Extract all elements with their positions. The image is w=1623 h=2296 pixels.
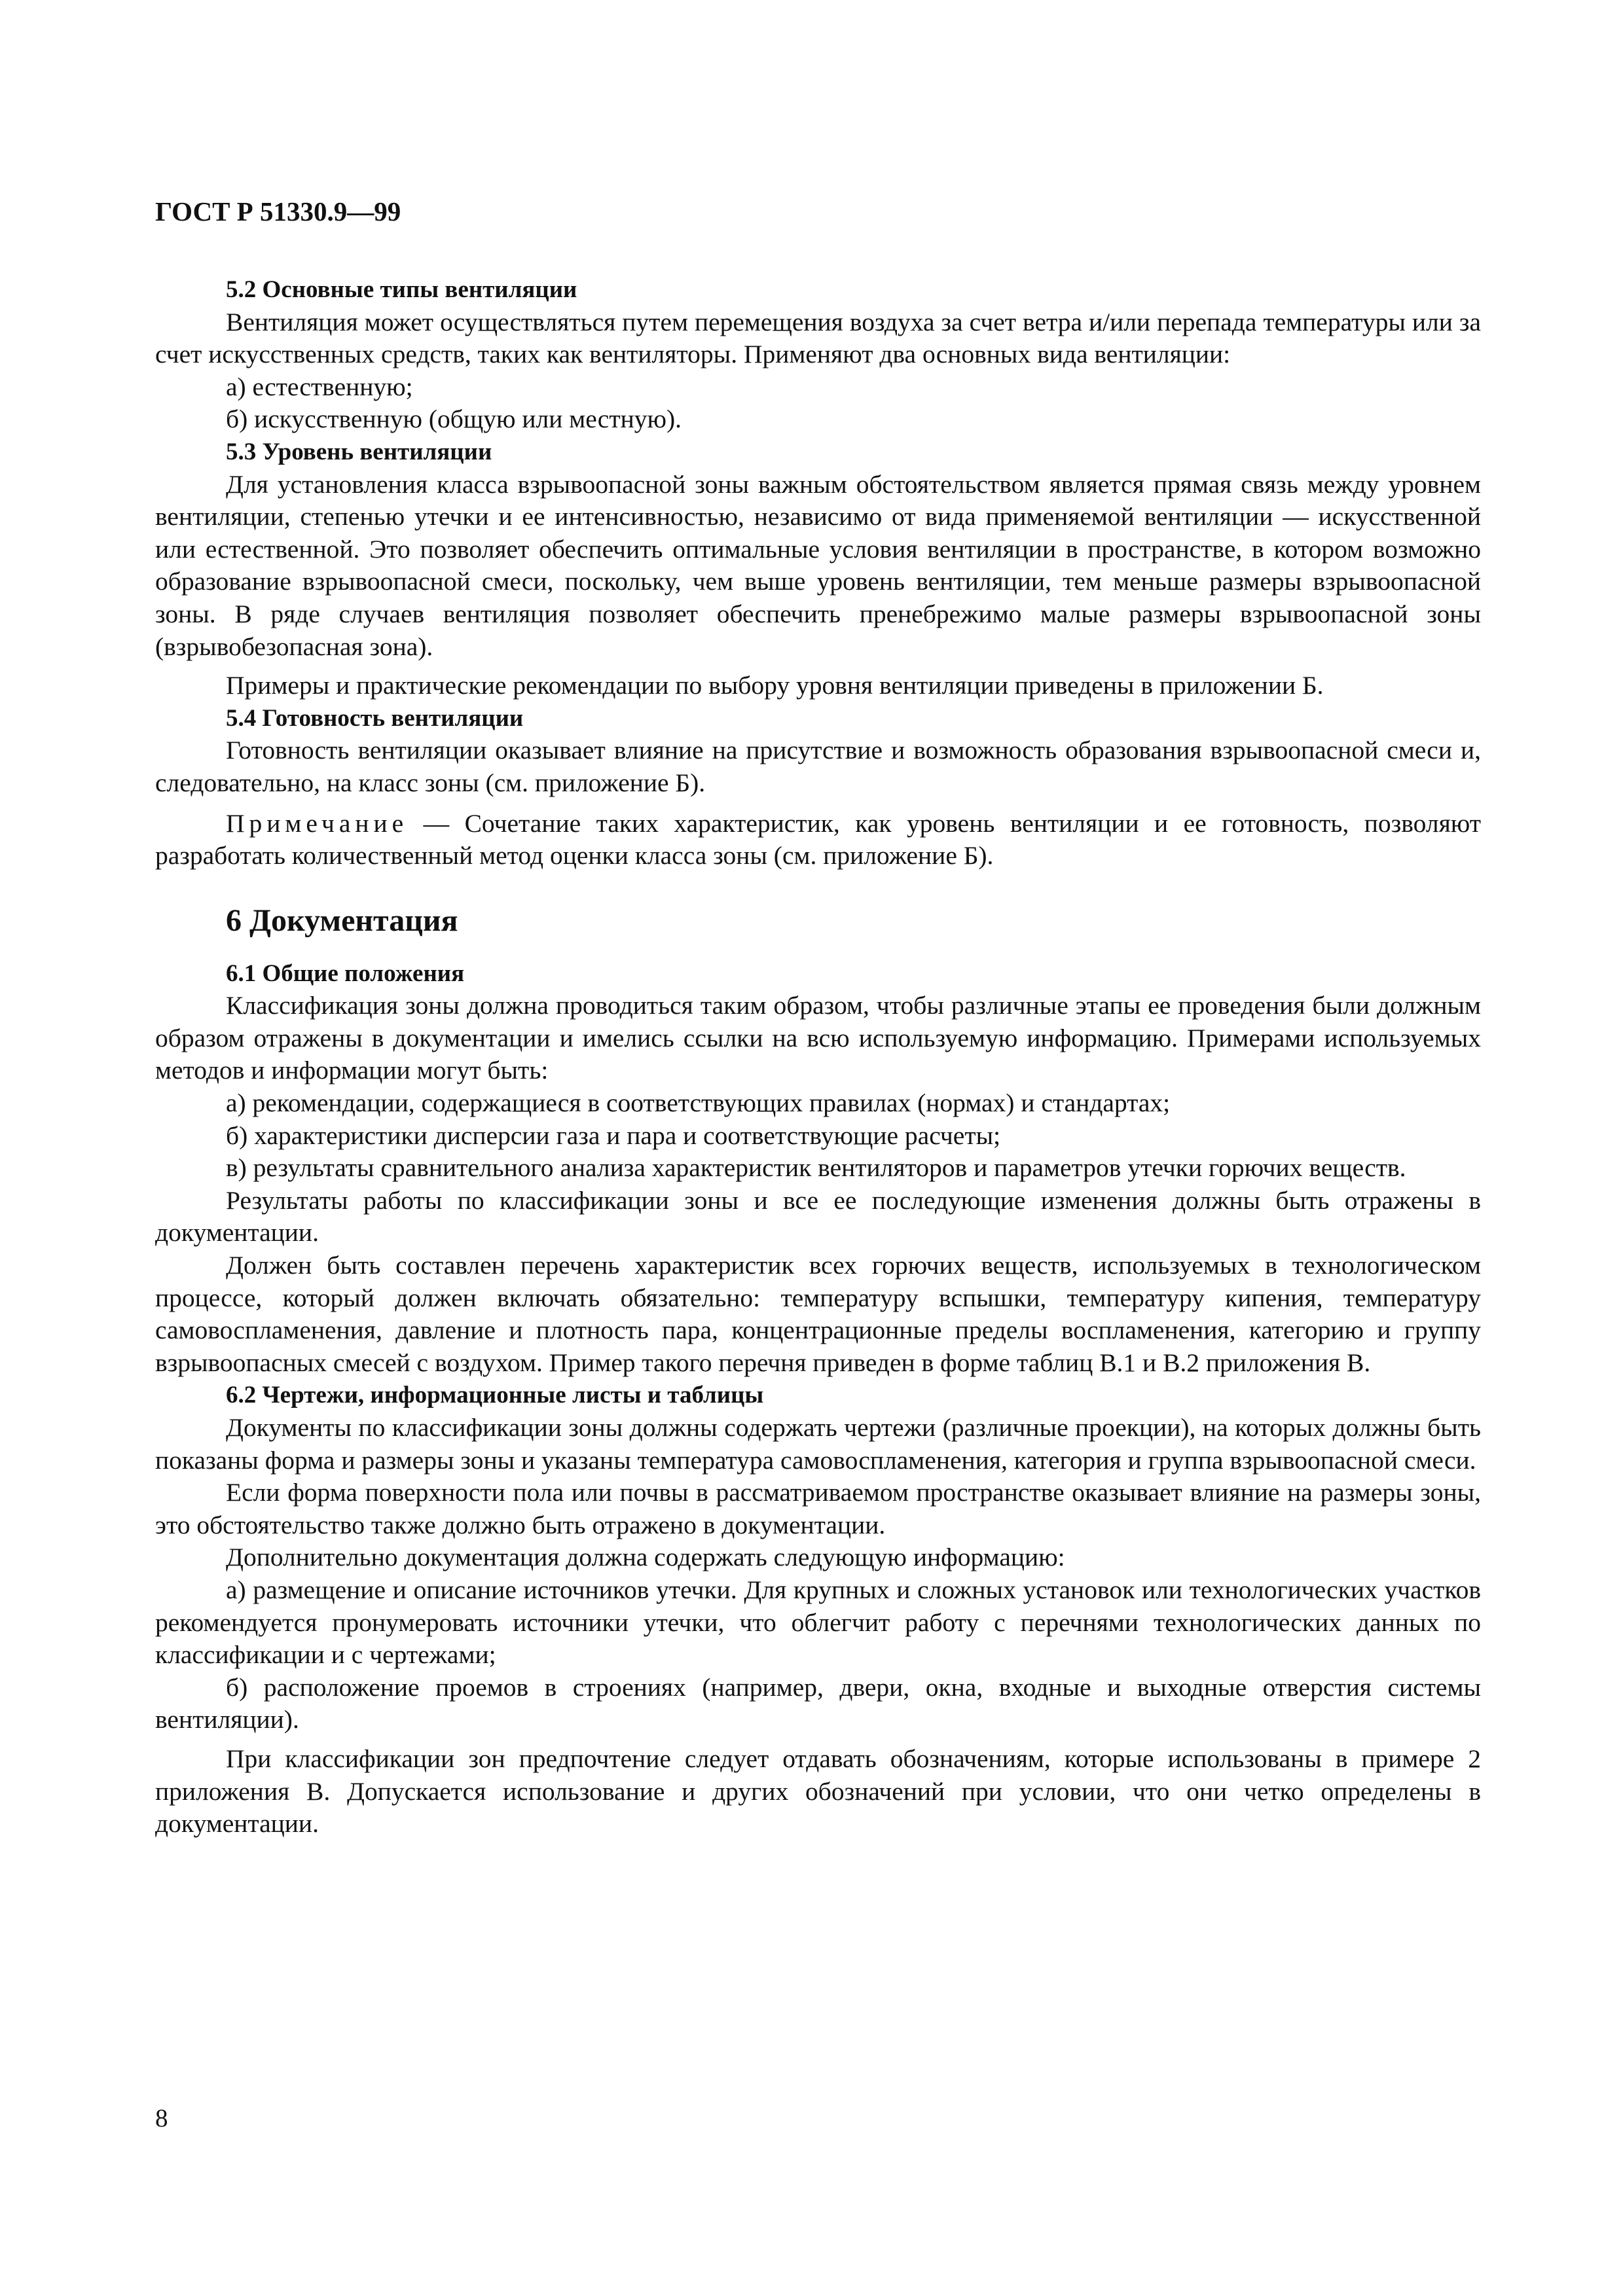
section-6-1-paragraph-3: Должен быть составлен перечень характеристик всех горючих веществ, используемых в технологическом процессе, который должен включать обязательно: температуру вспышки, температуру кипения, температуру самовоспламенения, давление и плотность пара, концентрационные пределы воспламенения, категорию и группу взрывоопасных смесей с воздухом. Пример такого перечня приведен в форме таблиц В.1 и В.2 приложения В. (155, 1251, 1481, 1377)
section-5-3-title: 5.3 Уровень вентиляции (226, 438, 492, 465)
section-6-1-title: 6.1 Общие положения (226, 960, 465, 987)
section-5-3-paragraph-1: Для установления класса взрывоопасной зоны важным обстоятельством является прямая связь между уровнем вентиляции, степенью утечки и ее интенсивностью, независимо от вида применяемой вентиляции — искусственной или естественной. Это позволяет обеспечить оптимальные условия вентиляции в пространстве, в котором возможно образование взрывоопасной смеси, поскольку, чем выше уровень вентиляции, тем меньше размеры взрывоопасной зоны. В ряде случаев вентиляция позволяет обеспечить пренебрежимо малые размеры взрывоопасной зоны (взрывобезопасная зона). (155, 469, 1481, 661)
section-6-2-paragraph-4: При классификации зон предпочтение следует отдавать обозначениям, которые использованы в примере 2 приложения В. Допускается использование и других обозначений при условии, что они четко определены в документации. (155, 1744, 1481, 1839)
section-5-3-paragraph-2: Примеры и практические рекомендации по выбору уровня вентиляции приведены в приложении Б. (226, 671, 1324, 700)
section-6-1-item-a: а) рекомендации, содержащиеся в соответствующих правилах (нормах) и стандартах; (226, 1088, 1171, 1118)
note-label: Примечание (226, 808, 409, 838)
section-6-2-paragraph-1: Документы по классификации зоны должны содержать чертежи (различные проекции), на которых должны быть показаны форма и размеры зоны и указаны температура самовоспламенения, категория и группа взрывоопасной смеси. (155, 1413, 1481, 1475)
section-5-4-note (155, 808, 1481, 872)
section-6-2-paragraph-3: Дополнительно документация должна содержать следующую информацию: (226, 1543, 1065, 1572)
document-body (155, 274, 1481, 1840)
section-6-1-paragraph-2: Результаты работы по классификации зоны и все ее последующие изменения должны быть отражены в документации. (155, 1185, 1481, 1247)
section-6-2-item-b: б) расположение проемов в строениях (например, двери, окна, входные и выходные отверстия системы вентиляции). (155, 1672, 1481, 1734)
section-5-2-item-b: б) искусственную (общую или местную). (226, 404, 682, 434)
section-5-2-item-a: а) естественную; (226, 372, 413, 401)
section-5-4-paragraph: Готовность вентиляции оказывает влияние на присутствие и возможность образования взрывоопасной смеси и, следовательно, на класс зоны (см. приложение Б). (155, 736, 1481, 797)
section-6-1-paragraph-1: Классификация зоны должна проводиться таким образом, чтобы различные этапы ее проведения были должным образом отражены в документации и имелись ссылки на всю используемую информацию. Примерами используемых методов и информации могут быть: (155, 991, 1481, 1085)
document-page (155, 0, 1481, 2296)
note-text: — Сочетание таких характеристик, как уровень вентиляции и ее готовность, позволяют разработать количественный метод оценки класса зоны (см. приложение Б). (155, 808, 1481, 870)
section-5-4-title: 5.4 Готовность вентиляции (226, 704, 524, 732)
document-code-header: ГОСТ Р 51330.9—99 (155, 196, 401, 226)
page-number: 8 (155, 2104, 168, 2132)
section-6-2-item-a: а) размещение и описание источников утечки. Для крупных и сложных установок или технологических участков рекомендуется пронумеровать источники утечки, что облегчит работу с перечнями технологических данных по классификации и с чертежами; (155, 1575, 1481, 1670)
section-6-1-item-c: в) результаты сравнительного анализа характеристик вентиляторов и параметров утечки горючих веществ. (226, 1153, 1406, 1183)
section-5-2-paragraph: Вентиляция может осуществляться путем перемещения воздуха за счет ветра и/или перепада температуры или за счет искусственных средств, таких как вентиляторы. Применяют два основных вида вентиляции: (155, 307, 1481, 369)
section-6-2-title: 6.2 Чертежи, информационные листы и таблицы (226, 1382, 764, 1409)
section-5-2-title: 5.2 Основные типы вентиляции (226, 276, 577, 303)
section-6-2-paragraph-2: Если форма поверхности пола или почвы в рассматриваемом пространстве оказывает влияние на размеры зоны, это обстоятельство также должно быть отражено в документации. (155, 1478, 1481, 1539)
section-6-1-item-b: б) характеристики дисперсии газа и пара и соответствующие расчеты; (226, 1121, 1001, 1150)
section-6-heading: 6 Документация (226, 903, 458, 938)
